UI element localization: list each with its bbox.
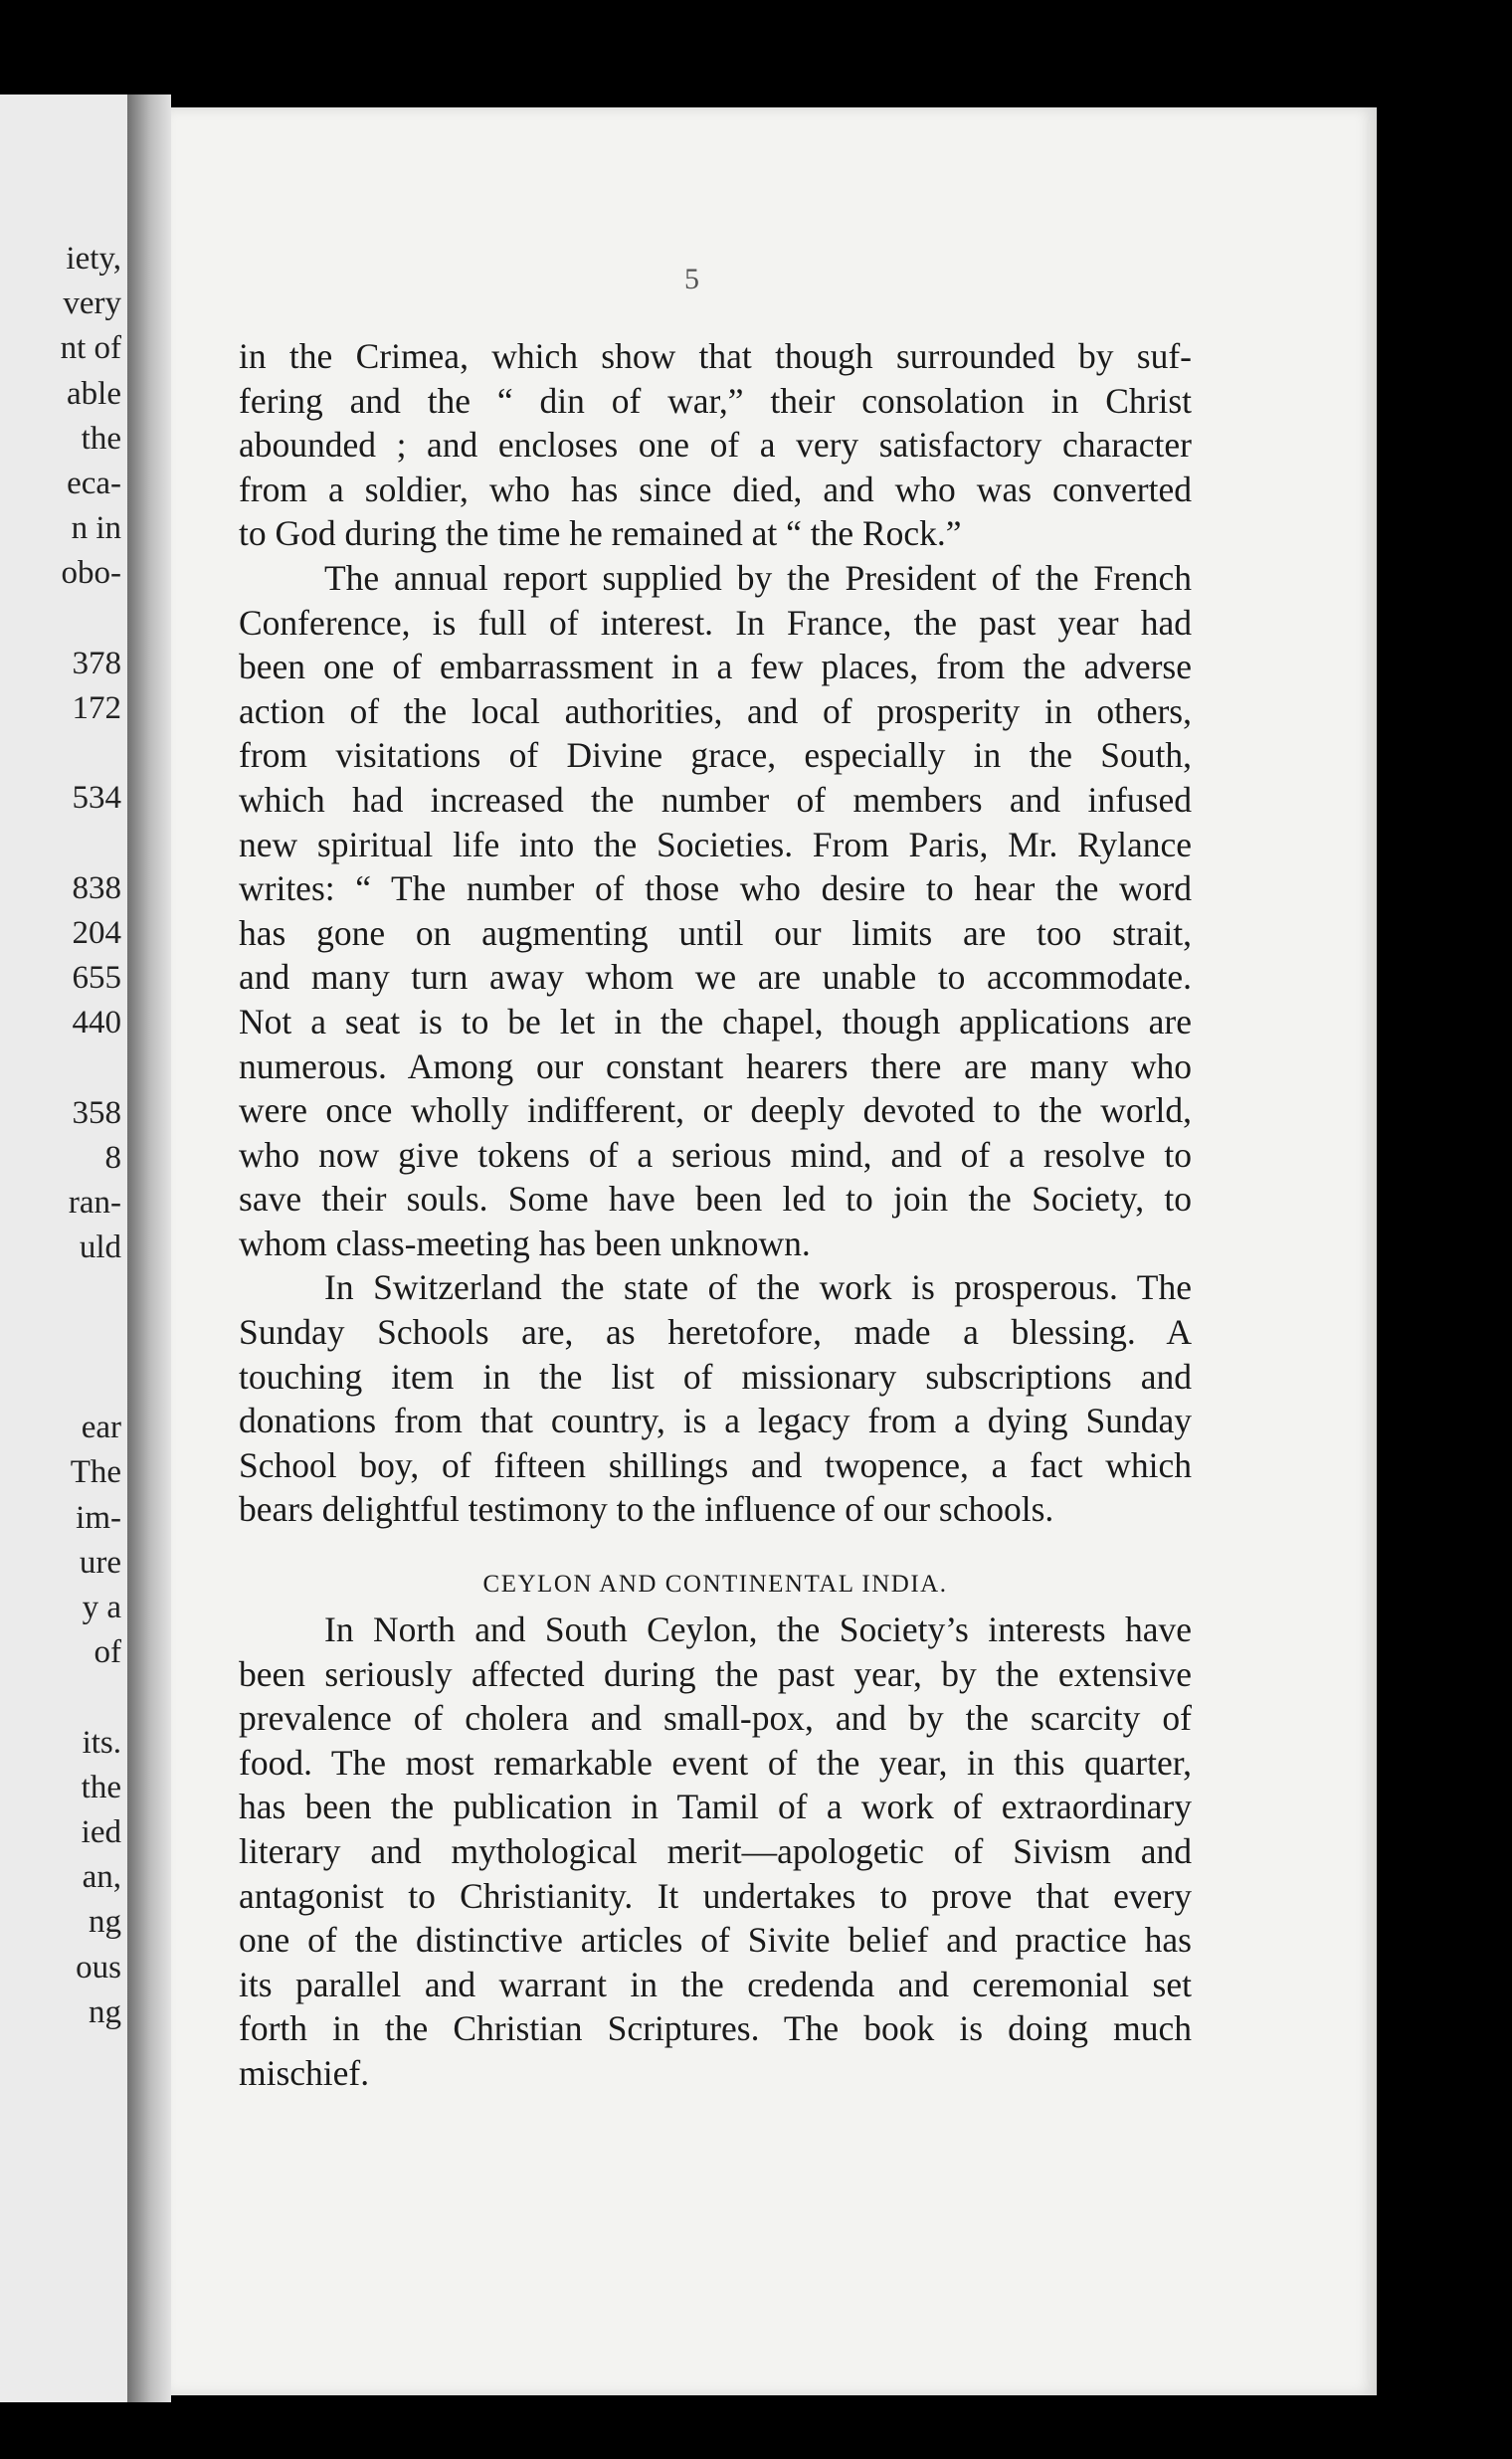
text-line: writes: “ The number of those who desire to hear the word [239,868,1192,909]
text-line: been one of embarrassment in a few places, from the adverse [239,647,1192,687]
left-page-fragment: of [94,1634,121,1671]
text-line: mischief. [239,2052,370,2093]
text-line: one of the distinctive articles of Sivite belief and practice has [239,1920,1192,1961]
left-page-fragment: 440 [72,1005,121,1041]
text-line: been seriously affected during the past year, by the extensive [239,1653,1192,1694]
text-line: has gone on augmenting until our limits are too strait, [239,912,1192,953]
left-page-fragment: 358 [72,1094,121,1131]
paragraph-ceylon [239,1608,1192,2096]
left-page-fragment: 8 [104,1140,121,1176]
left-page-fragment: ear [81,1410,121,1446]
text-line: were once wholly indifferent, or deeply devoted to the world, [239,1090,1192,1131]
left-page-fragment: eca- [67,466,121,501]
left-page-fragment: ure [79,1544,121,1581]
text-line: food. The most remarkable event of the year, in this quarter, [239,1742,1192,1783]
text-line: numerous. Among our constant hearers there are many who [239,1045,1192,1086]
text-line: In Switzerland the state of the work is prosperous. The [324,1267,1192,1308]
page-gutter-shadow [127,95,171,2402]
text-line: donations from that country, is a legacy from a dying Sunday [239,1401,1192,1441]
text-line: action of the local authorities, and of prosperity in others, [239,690,1192,731]
left-page-fragment: 204 [72,915,121,951]
text-line: new spiritual life into the Societies. From Paris, Mr. Rylance [239,824,1192,864]
left-page-fragment: 378 [72,645,121,681]
left-page-fragment: ous [76,1949,121,1986]
text-line: and many turn away whom we are unable to accommodate. [239,957,1192,998]
text-line: bears delightful testimony to the influence of our schools. [239,1489,1054,1530]
section-heading: CEYLON AND CONTINENTAL INDIA. [482,1571,948,1599]
text-line: fering and the “ din of war,” their consolation in Christ [239,380,1192,421]
left-page-fragment: uld [79,1230,121,1266]
text-line: Conference, is full of interest. In France, the past year had [239,602,1192,643]
left-page-fragment: 655 [72,960,121,997]
text-line: who now give tokens of a serious mind, and of a resolve to [239,1134,1192,1175]
previous-page-edge [0,95,127,2402]
left-page-fragment: im- [76,1499,121,1536]
text-line: to God during the time he remained at “ the Rock.” [239,513,962,554]
text-line: has been the publication in Tamil of a work of extraordinary [239,1787,1192,1827]
text-line: touching item in the list of missionary subscriptions and [239,1356,1192,1397]
left-page-fragment: n in [71,510,121,547]
text-line: whom class-meeting has been unknown. [239,1223,811,1263]
text-line: which had increased the number of members and infused [239,779,1192,820]
text-line: save their souls. Some have been led to join the Society, to [239,1179,1192,1220]
left-page-fragment: The [70,1454,121,1491]
text-line: prevalence of cholera and small-pox, and by the scarcity of [239,1698,1192,1739]
left-page-fragment: very [63,285,121,322]
text-line: antagonist to Christianity. It undertakes to prove that every [239,1875,1192,1916]
text-line: forth in the Christian Scriptures. The book is doing much [239,2008,1192,2049]
text-line: from visitations of Divine grace, especially in the South, [239,735,1192,776]
left-page-fragment: able [67,375,121,412]
left-page-fragment: 838 [72,869,121,906]
left-page-fragment: obo- [61,555,121,592]
paragraph-france [239,556,1192,1266]
left-page-fragment: ng [89,1904,121,1941]
text-line: abounded ; and encloses one of a very satisfactory character [239,425,1192,466]
left-page-fragment: an, [82,1859,121,1896]
left-page-fragment: 534 [72,780,121,817]
text-line: School boy, of fifteen shillings and twopence, a fact which [239,1444,1192,1485]
left-page-fragment: nt of [60,330,121,367]
page-text [239,334,1192,2096]
text-line: The annual report supplied by the President of the French [324,557,1192,598]
paragraph-crimea [239,334,1192,556]
text-line: In North and South Ceylon, the Society’s interests have [324,1609,1192,1650]
text-line: literary and mythological merit—apologetic of Sivism and [239,1831,1192,1871]
left-page-fragment: its. [82,1724,121,1761]
left-page-fragment: ng [89,1993,121,2030]
left-page-fragment: 172 [72,690,121,726]
text-line: from a soldier, who has since died, and who was converted [239,469,1192,509]
left-page-fragment: y a [82,1590,121,1625]
text-line: in the Crimea, which show that though surrounded by suf- [239,336,1192,376]
page-number: 5 [684,263,699,295]
paragraph-switzerland [239,1265,1192,1532]
left-page-fragment: ied [81,1814,121,1850]
text-line: its parallel and warrant in the credenda and ceremonial set [239,1964,1192,2004]
left-page-fragment: iety, [66,241,121,277]
left-page-fragment: ran- [68,1185,121,1222]
text-line: Not a seat is to be let in the chapel, though applications are [239,1001,1192,1041]
left-page-fragment: the [81,1769,121,1805]
text-line: Sunday Schools are, as heretofore, made a blessing. A [239,1312,1192,1353]
left-page-fragment: the [81,420,121,457]
